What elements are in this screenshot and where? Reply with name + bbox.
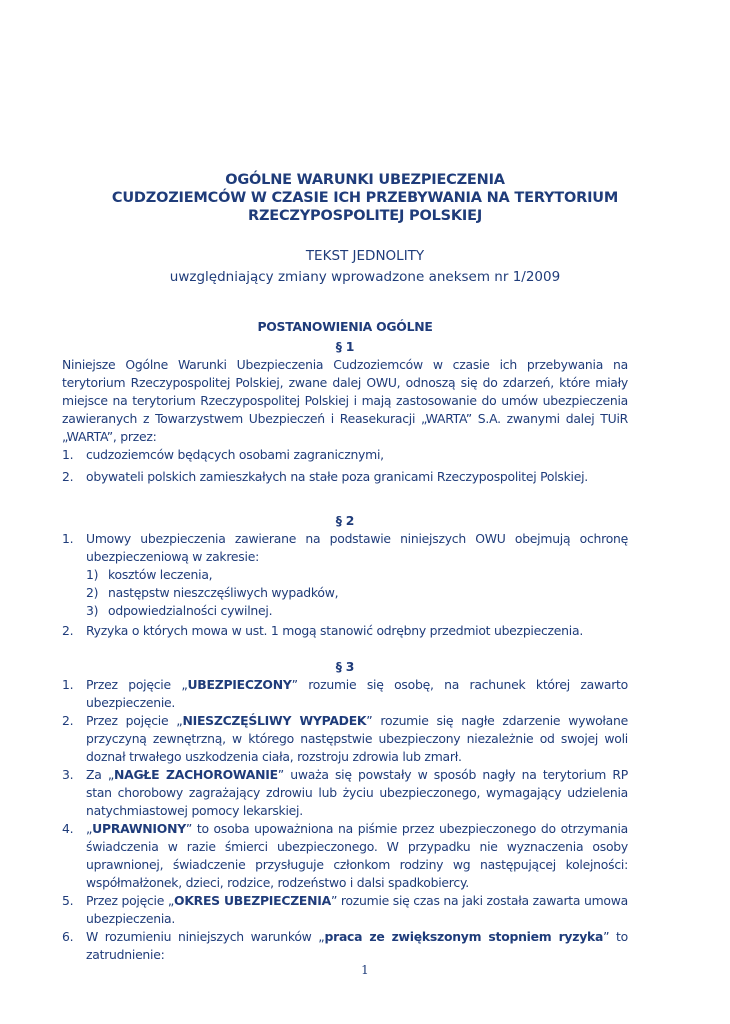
list-item	[62, 892, 628, 928]
list-item-number: 1.	[62, 447, 74, 462]
paragraph-1-intro: Niniejsze Ogólne Warunki Ubezpieczenia Cudzoziemców w czasie ich przebywania na terytorium Rzeczypospolitej Polskiej, zwane dalej OWU, odnoszą się do zdarzeń, które miały miejsce na terytorium Rzeczypospolitej Polskiej i mają zastosowanie do umów ubezpieczenia zawieranych z Towarzystwem Ubezpieczeń i Reasekuracji „WARTA” S.A. zwanymi dalej TUiR „WARTA”, przez:	[62, 357, 628, 444]
list-item	[62, 766, 628, 820]
list-item-number: 1.	[62, 677, 74, 692]
title-line-1: OGÓLNE WARUNKI UBEZPIECZENIA	[225, 172, 505, 188]
list-item-number: 2.	[62, 469, 74, 484]
definition-pre: W rozumieniu niniejszych warunków „	[86, 929, 325, 944]
list-item-number: 2.	[62, 713, 74, 728]
list-item-text: cudzoziemców będących osobami zagranicznymi,	[86, 447, 384, 462]
definition-post: ” to zatrudnienie:	[86, 929, 628, 962]
definition-pre: Przez pojęcie „	[86, 677, 188, 692]
defined-term: OKRES UBEZPIECZENIA	[174, 893, 331, 908]
list-item	[62, 820, 628, 892]
list-item	[62, 530, 628, 620]
paragraph-1-heading: § 1	[335, 339, 355, 354]
list-item-number: 2.	[62, 623, 74, 638]
definition-post: ” rozumie się nagłe zdarzenie wywołane przyczyną zewnętrzną, w którego następstwie ubezpieczony niezależnie od swojej woli doznał trwałego uszkodzenia ciała, rozstroju zdrowia lub zmarł.	[86, 713, 629, 764]
sub-list-item	[86, 566, 628, 584]
defined-term: UBEZPIECZONY	[187, 677, 292, 692]
sub-list-item	[86, 602, 628, 620]
definition-pre: Przez pojęcie „	[86, 713, 183, 728]
list-item	[62, 676, 628, 712]
definition-post: ” rozumie się osobę, na rachunek której zawarto ubezpieczenie.	[86, 677, 628, 710]
list-item-number: 6.	[62, 929, 74, 944]
sub-list-item-text: odpowiedzialności cywilnej.	[108, 603, 273, 618]
document-title	[60, 171, 670, 225]
list-item-text: Umowy ubezpieczenia zawierane na podstawie niniejszych OWU obejmują ochronę ubezpieczeniową w zakresie:	[86, 531, 628, 564]
paragraph-2-heading: § 2	[335, 513, 355, 528]
list-item	[62, 928, 628, 964]
list-item-text: Ryzyka o których mowa w ust. 1 mogą stanowić odrębny przedmiot ubezpieczenia.	[86, 623, 584, 638]
sub-list-item-number: 1)	[86, 567, 99, 582]
sub-list-item-text: kosztów leczenia,	[108, 567, 213, 582]
list-item	[62, 712, 628, 766]
document-subtitle	[60, 246, 670, 288]
defined-term: NAGŁE ZACHOROWANIE	[114, 767, 278, 782]
definition-pre: Przez pojęcie „	[86, 893, 175, 908]
definition-post: ” uważa się powstały w sposób nagły na terytorium RP stan chorobowy zagrażający zdrowiu lub życiu ubezpieczonego, wymagający udzielenia natychmiastowej pomocy lekarskiej.	[86, 767, 628, 818]
title-line-3: RZECZYPOSPOLITEJ POLSKIEJ	[247, 208, 483, 224]
defined-term: NIESZCZĘŚLIWY WYPADEK	[182, 713, 367, 728]
list-item	[62, 468, 628, 486]
list-item-number: 3.	[62, 767, 74, 782]
list-item	[62, 622, 628, 640]
defined-term: UPRAWNIONY	[92, 821, 186, 836]
sub-list-item	[86, 584, 628, 602]
section-heading: POSTANOWIENIA OGÓLNE	[257, 319, 433, 334]
page-number: 1	[361, 963, 369, 977]
definition-pre: „	[86, 821, 93, 836]
definition-post: ” to osoba upoważniona na piśmie przez ubezpieczonego do otrzymania świadczenia w razie śmierci ubezpieczonego. W przypadku nie wyznaczenia osoby uprawnionej, świadczenie przysługuje członkom rodziny wg następującej kolejności: współmałżonek, dzieci, rodzice, rodzeństwo i dalsi spadkobiercy.	[86, 821, 628, 890]
list-item-text: obywateli polskich zamieszkałych na stałe poza granicami Rzeczypospolitej Polskiej.	[86, 469, 588, 484]
title-line-2: CUDZOZIEMCÓW W CZASIE ICH PRZEBYWANIA NA TERYTORIUM	[111, 190, 619, 206]
paragraph-3-heading: § 3	[335, 659, 355, 674]
document-body	[62, 318, 628, 964]
defined-term: praca ze zwiększonym stopniem ryzyka	[324, 929, 604, 944]
subtitle-line-1: TEKST JEDNOLITY	[305, 248, 425, 264]
list-item-number: 5.	[62, 893, 74, 908]
subtitle-line-2: uwzględniający zmiany wprowadzone aneksem nr 1/2009	[169, 269, 561, 285]
list-item-number: 1.	[62, 531, 74, 546]
sub-list-item-number: 3)	[86, 603, 99, 618]
definition-pre: Za „	[86, 767, 115, 782]
list-item	[62, 446, 628, 464]
definition-post: ” rozumie się czas na jaki została zawarta umowa ubezpieczenia.	[86, 893, 628, 926]
sub-list-item-text: następstw nieszczęśliwych wypadków,	[108, 585, 339, 600]
sub-list-item-number: 2)	[86, 585, 99, 600]
list-item-number: 4.	[62, 821, 74, 836]
